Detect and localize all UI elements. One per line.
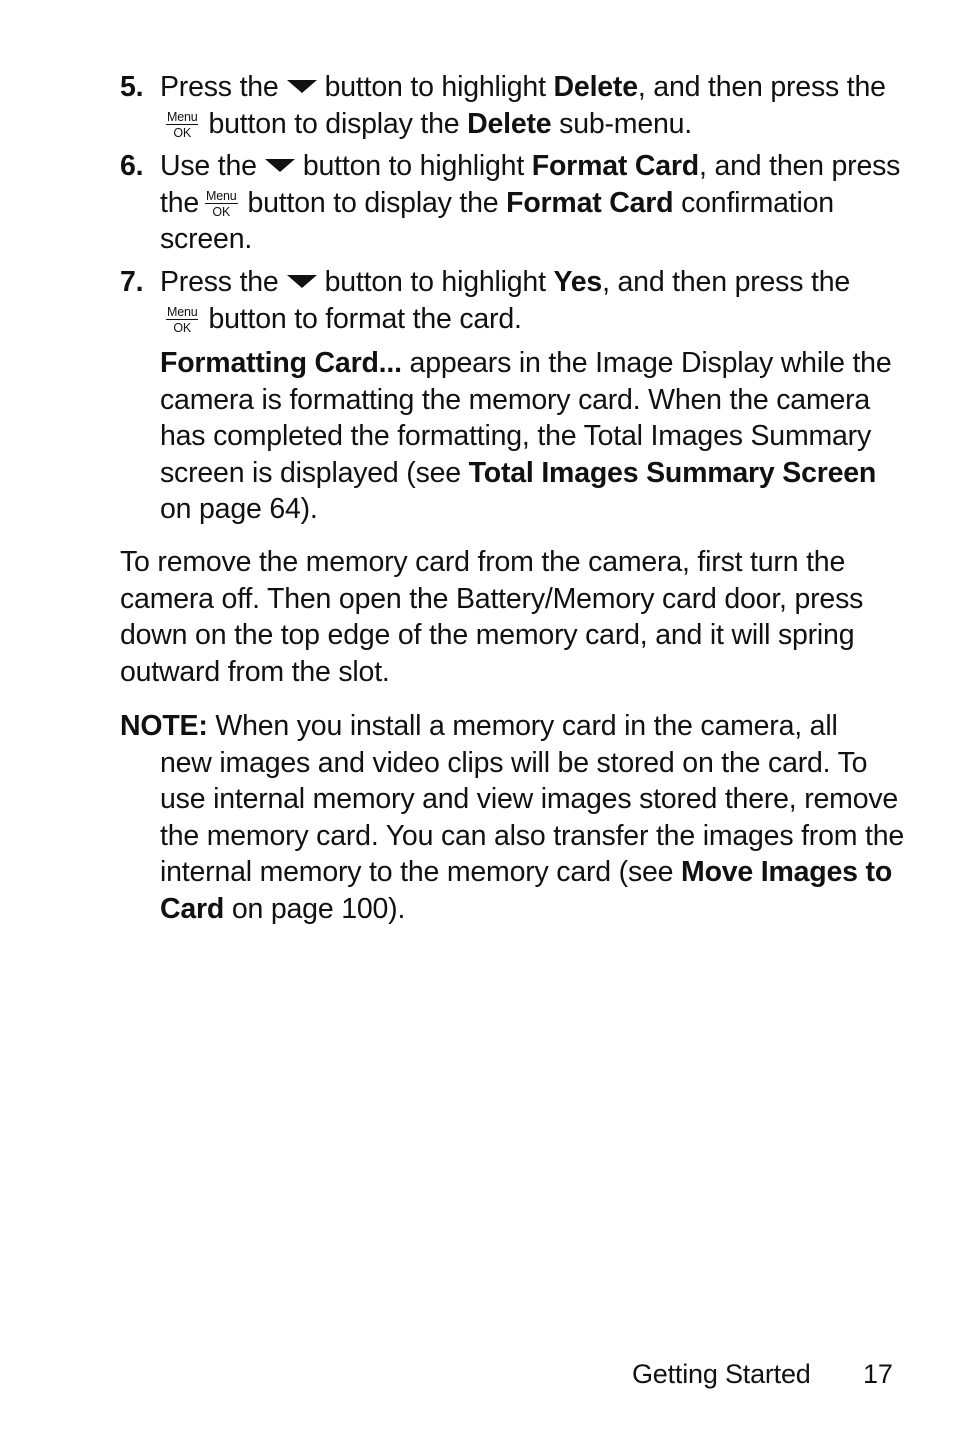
footer-section-title: Getting Started xyxy=(632,1359,811,1389)
step-text: Press the button to highlight Delete, and then press the Menu OK button to display the Delete sub-menu. xyxy=(160,71,886,140)
down-arrow-icon xyxy=(287,80,317,93)
step-7 xyxy=(120,264,910,528)
remove-card-paragraph: To remove the memory card from the camera, first turn the camera off. Then open the Battery/Memory card door, press down on the top edge of the memory card, and it will spring outward from the slot. xyxy=(120,546,864,688)
note-label: NOTE: xyxy=(120,710,208,742)
step-7-result-paragraph: Formatting Card... appears in the Image Display while the camera is formatting the memory card. When the camera has completed the formatting, the Total Images Summary screen is displayed (see Total Images Summary Screen on page 64). xyxy=(160,347,892,525)
menu-ok-icon: Menu OK xyxy=(206,188,237,219)
note-block: NOTE: When you install a memory card in the camera, all new images and video clips will be stored on the card. To use internal memory and view images stored there, remove the memory card. You can also transfer the images from the internal memory to the memory card (see Move Images to Card on page 100). xyxy=(120,710,905,925)
step-text: Press the button to highlight Yes, and then press the Menu OK button to format the card. xyxy=(160,266,850,335)
down-arrow-icon xyxy=(287,275,317,288)
step-number: 5. xyxy=(120,71,144,103)
page-number: 17 xyxy=(863,1359,893,1389)
down-arrow-icon xyxy=(265,159,295,172)
step-text: Use the button to highlight Format Card, and then press the Menu OK button to display the Format Card confirmation screen. xyxy=(160,150,901,255)
menu-ok-icon: Menu OK xyxy=(167,304,198,335)
step-5 xyxy=(120,69,910,142)
step-6 xyxy=(120,148,910,258)
menu-ok-icon: Menu OK xyxy=(167,109,198,140)
step-number: 7. xyxy=(120,266,144,298)
step-number: 6. xyxy=(120,150,144,182)
